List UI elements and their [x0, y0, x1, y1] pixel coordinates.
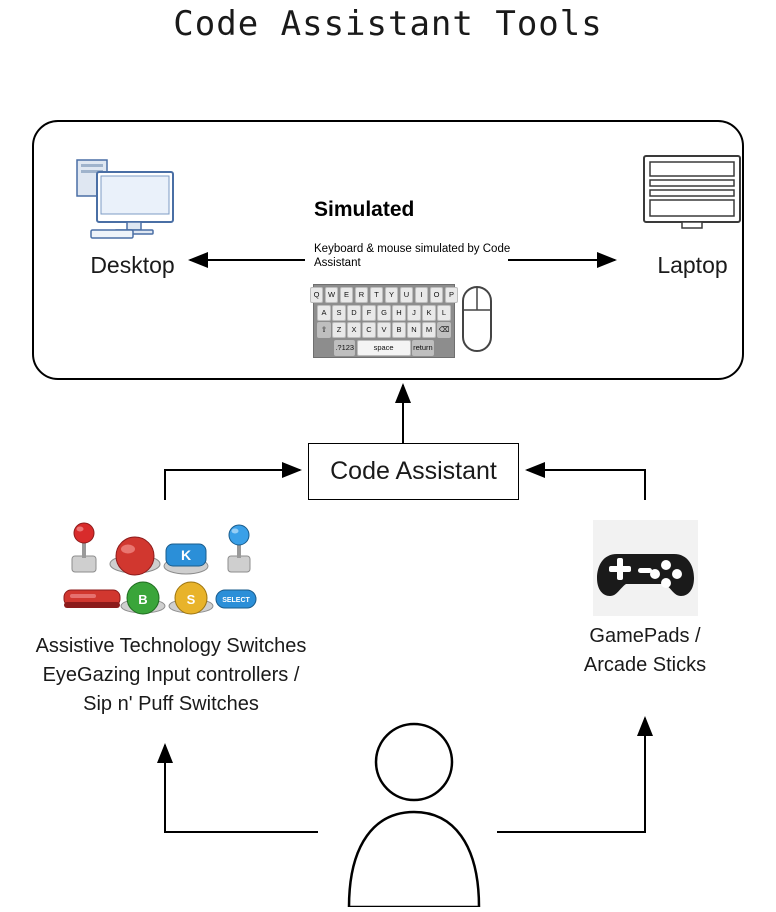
key-p[interactable]: P: [445, 287, 459, 303]
shift-key-icon[interactable]: ⇧: [317, 322, 331, 338]
gamepad-label-line1: GamePads /: [589, 625, 701, 647]
key-g[interactable]: G: [377, 305, 391, 321]
desktop-computer-icon: [75, 152, 193, 240]
arrow-person-to-gamepad: [497, 718, 645, 832]
key-i[interactable]: I: [415, 287, 429, 303]
key-n[interactable]: N: [407, 322, 421, 338]
gamepad-label: [520, 622, 770, 680]
gamepad-label-line2: Arcade Sticks: [583, 654, 707, 676]
laptop-icon: [640, 152, 745, 240]
key-a[interactable]: A: [317, 305, 331, 321]
keyboard-row-1: [313, 287, 454, 303]
assistive-switches-label: [6, 632, 336, 719]
key-u[interactable]: U: [400, 287, 414, 303]
key-f[interactable]: F: [362, 305, 376, 321]
svg-text:B: B: [138, 592, 148, 607]
code-assistant-node[interactable]: [308, 443, 519, 500]
simulated-heading: Simulated: [314, 198, 415, 221]
assistive-switches-line3: Sip n' Puff Switches: [83, 693, 259, 715]
key-m[interactable]: M: [422, 322, 436, 338]
assistive-switches-icon: [58, 518, 258, 618]
key-q[interactable]: Q: [310, 287, 324, 303]
space-key[interactable]: space: [357, 340, 411, 356]
svg-text:S: S: [186, 592, 196, 607]
keyboard-row-4: [316, 340, 452, 356]
key-j[interactable]: J: [407, 305, 421, 321]
arrow-person-to-switches: [165, 745, 318, 832]
key-l[interactable]: L: [437, 305, 451, 321]
key-k[interactable]: K: [422, 305, 436, 321]
svg-text:K: K: [180, 547, 192, 563]
key-t[interactable]: T: [370, 287, 384, 303]
laptop-label: Laptop: [657, 252, 728, 278]
gamepad-icon: [593, 520, 698, 616]
simulated-subtext: Keyboard & mouse simulated by Code Assistant: [314, 243, 511, 269]
key-z[interactable]: Z: [332, 322, 346, 338]
arrow-switches-to-assistant: [165, 470, 300, 500]
key-y[interactable]: Y: [385, 287, 399, 303]
svg-text:SELECT: SELECT: [222, 597, 250, 604]
key-r[interactable]: R: [355, 287, 369, 303]
key-c[interactable]: C: [362, 322, 376, 338]
onscreen-keyboard: [313, 284, 455, 358]
key-x[interactable]: X: [347, 322, 361, 338]
key-b[interactable]: B: [392, 322, 406, 338]
key-v[interactable]: V: [377, 322, 391, 338]
page-title: Code Assistant Tools: [173, 4, 603, 44]
desktop-label: Desktop: [90, 252, 175, 278]
key-h[interactable]: H: [392, 305, 406, 321]
keyboard-row-2: [316, 305, 452, 321]
key-w[interactable]: W: [325, 287, 339, 303]
key-e[interactable]: E: [340, 287, 354, 303]
person-icon: [345, 714, 483, 907]
numeric-key[interactable]: .?123: [334, 340, 355, 356]
return-key[interactable]: return: [412, 340, 434, 356]
key-o[interactable]: O: [430, 287, 444, 303]
backspace-key-icon[interactable]: ⌫: [437, 322, 451, 338]
keyboard-row-3: [316, 322, 452, 338]
key-s[interactable]: S: [332, 305, 346, 321]
mouse-icon: [460, 284, 494, 354]
arrow-gamepad-to-assistant: [527, 470, 645, 500]
code-assistant-label: Code Assistant: [330, 457, 497, 485]
assistive-switches-line1: Assistive Technology Switches: [35, 635, 307, 657]
assistive-switches-line2: EyeGazing Input controllers /: [42, 664, 300, 686]
key-d[interactable]: D: [347, 305, 361, 321]
